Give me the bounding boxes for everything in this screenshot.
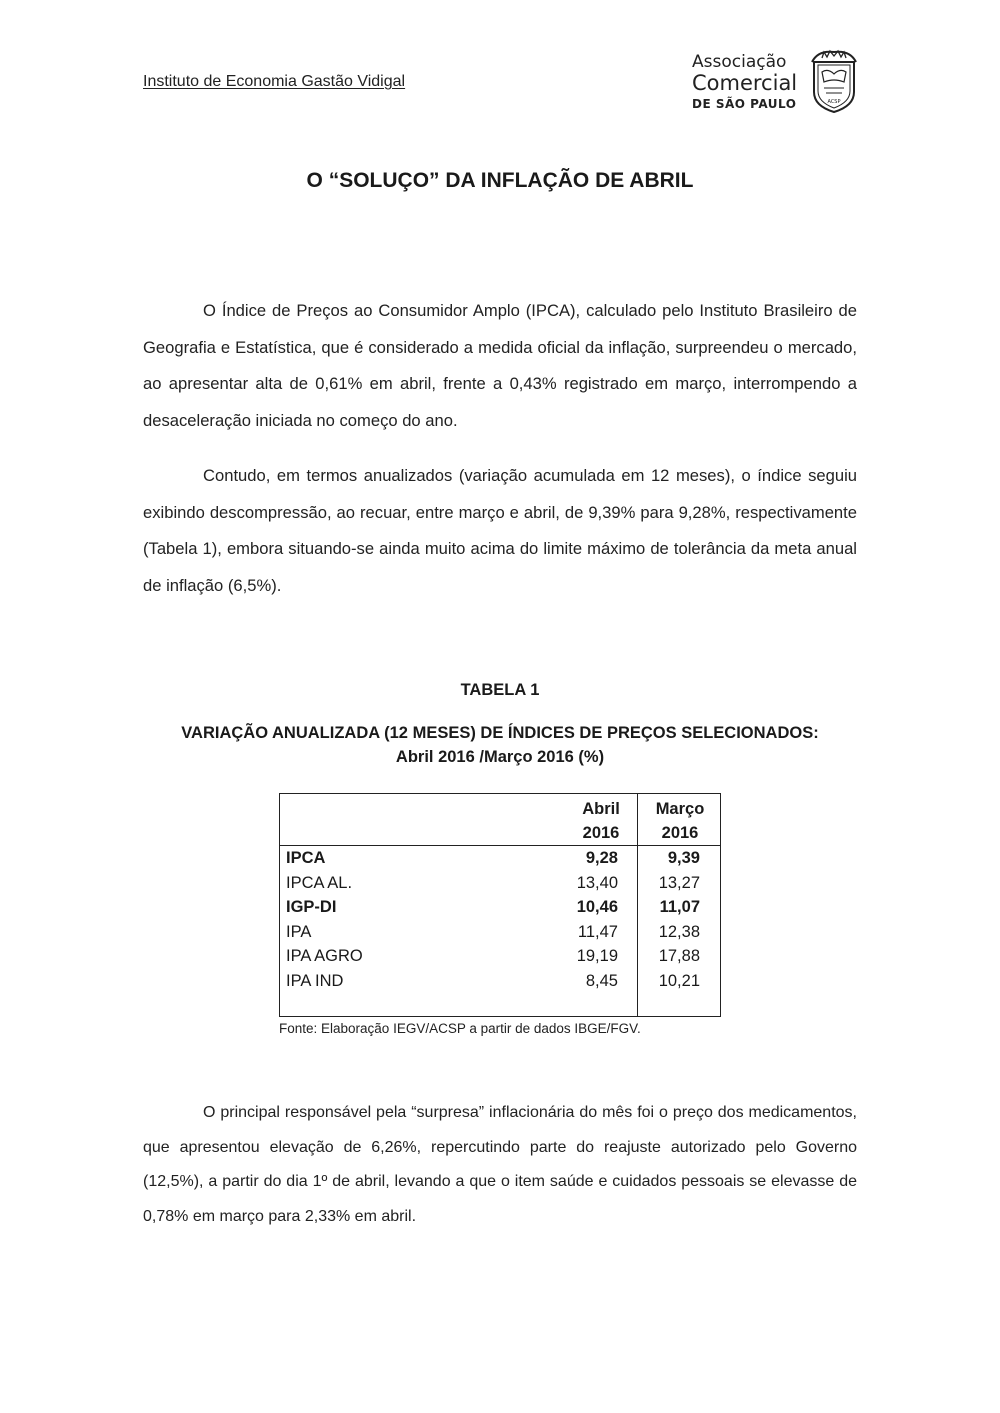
value-marco: 9,39	[667, 849, 700, 867]
table-row	[280, 846, 720, 871]
value-abril: 10,46	[576, 898, 618, 917]
value-abril: 9,28	[585, 849, 618, 867]
logo-line-comercial: Comercial	[692, 71, 798, 95]
institute-name: Instituto de Economia Gastão Vidigal	[143, 73, 406, 90]
document-title: O “SOLUÇO” DA INFLAÇÃO DE ABRIL	[306, 169, 694, 192]
value-abril: 13,40	[576, 873, 618, 892]
seal-text: ACSP	[827, 99, 841, 105]
value-marco: 10,21	[658, 972, 700, 990]
value-marco: 12,38	[658, 922, 700, 941]
row-label: IPCA	[286, 849, 326, 867]
acsp-logo	[680, 48, 870, 118]
logo-line-sao-paulo: DE SÃO PAULO	[692, 97, 797, 111]
table-row	[280, 871, 720, 896]
paragraph-medicines: O principal responsável pela “surpresa” inflacionária do mês foi o preço dos medicamentos, que apresentou elevação de 6,26%, repercutindo parte do reajuste autorizado pelo Governo (12,5%), a partir do dia 1º de abril, levando a que o item saúde e cuidados pessoais se elevasse de 0,78% em março para 2,33% em abril.	[143, 1104, 857, 1225]
value-abril: 11,47	[577, 922, 618, 941]
value-abril: 19,19	[576, 947, 618, 966]
value-abril: 8,45	[585, 972, 618, 990]
row-label: IPA IND	[286, 972, 344, 990]
table-label: TABELA 1	[460, 681, 540, 699]
row-label: IPA	[286, 922, 312, 941]
row-label: IPA AGRO	[286, 947, 363, 966]
table-row	[280, 969, 720, 994]
table-row	[280, 920, 720, 945]
price-index-table	[279, 793, 721, 1017]
table-caption	[0, 721, 1000, 769]
table-source-note: Fonte: Elaboração IEGV/ACSP a partir de dados IBGE/FGV.	[279, 1021, 641, 1036]
table-caption-line2: Abril 2016 /Março 2016 (%)	[395, 748, 605, 766]
logo-text	[692, 52, 797, 113]
column-header-abril-line1: Abril	[582, 800, 620, 818]
table-row	[280, 895, 720, 920]
column-header-marco-line1: Março	[655, 800, 705, 818]
acsp-seal-icon	[808, 48, 860, 114]
row-label: IGP-DI	[286, 898, 337, 917]
table-caption-line1: VARIAÇÃO ANUALIZADA (12 MESES) DE ÍNDICES DE PREÇOS SELECIONADOS:	[181, 724, 819, 742]
column-header-marco-line2: 2016	[661, 824, 699, 842]
paragraph-annualized: Contudo, em termos anualizados (variação acumulada em 12 meses), o índice seguiu exibindo descompressão, ao recuar, entre março e abril, de 9,39% para 9,28%, respectivamente (Tabela 1), embora situando-se ainda muito acima do limite máximo de tolerância da meta anual de inflação (6,5%).	[143, 466, 857, 595]
column-header-abril	[565, 797, 637, 845]
row-label: IPCA AL.	[286, 873, 353, 892]
paragraph-ipca: O Índice de Preços ao Consumidor Amplo (IPCA), calculado pelo Instituto Brasileiro de Geografia e Estatística, que é considerado a medida oficial da inflação, surpreendeu o mercado, ao apresentar alta de 0,61% em abril, frente a 0,43% registrado em março, interrompendo a desaceleração iniciada no começo do ano.	[143, 301, 857, 430]
table-row	[280, 944, 720, 969]
value-marco: 17,88	[658, 947, 700, 966]
value-marco: 13,27	[658, 873, 700, 892]
logo-line-associacao: Associação	[692, 52, 787, 72]
column-header-marco	[639, 797, 721, 845]
value-marco: 11,07	[659, 898, 700, 917]
column-header-abril-line2: 2016	[582, 824, 620, 842]
